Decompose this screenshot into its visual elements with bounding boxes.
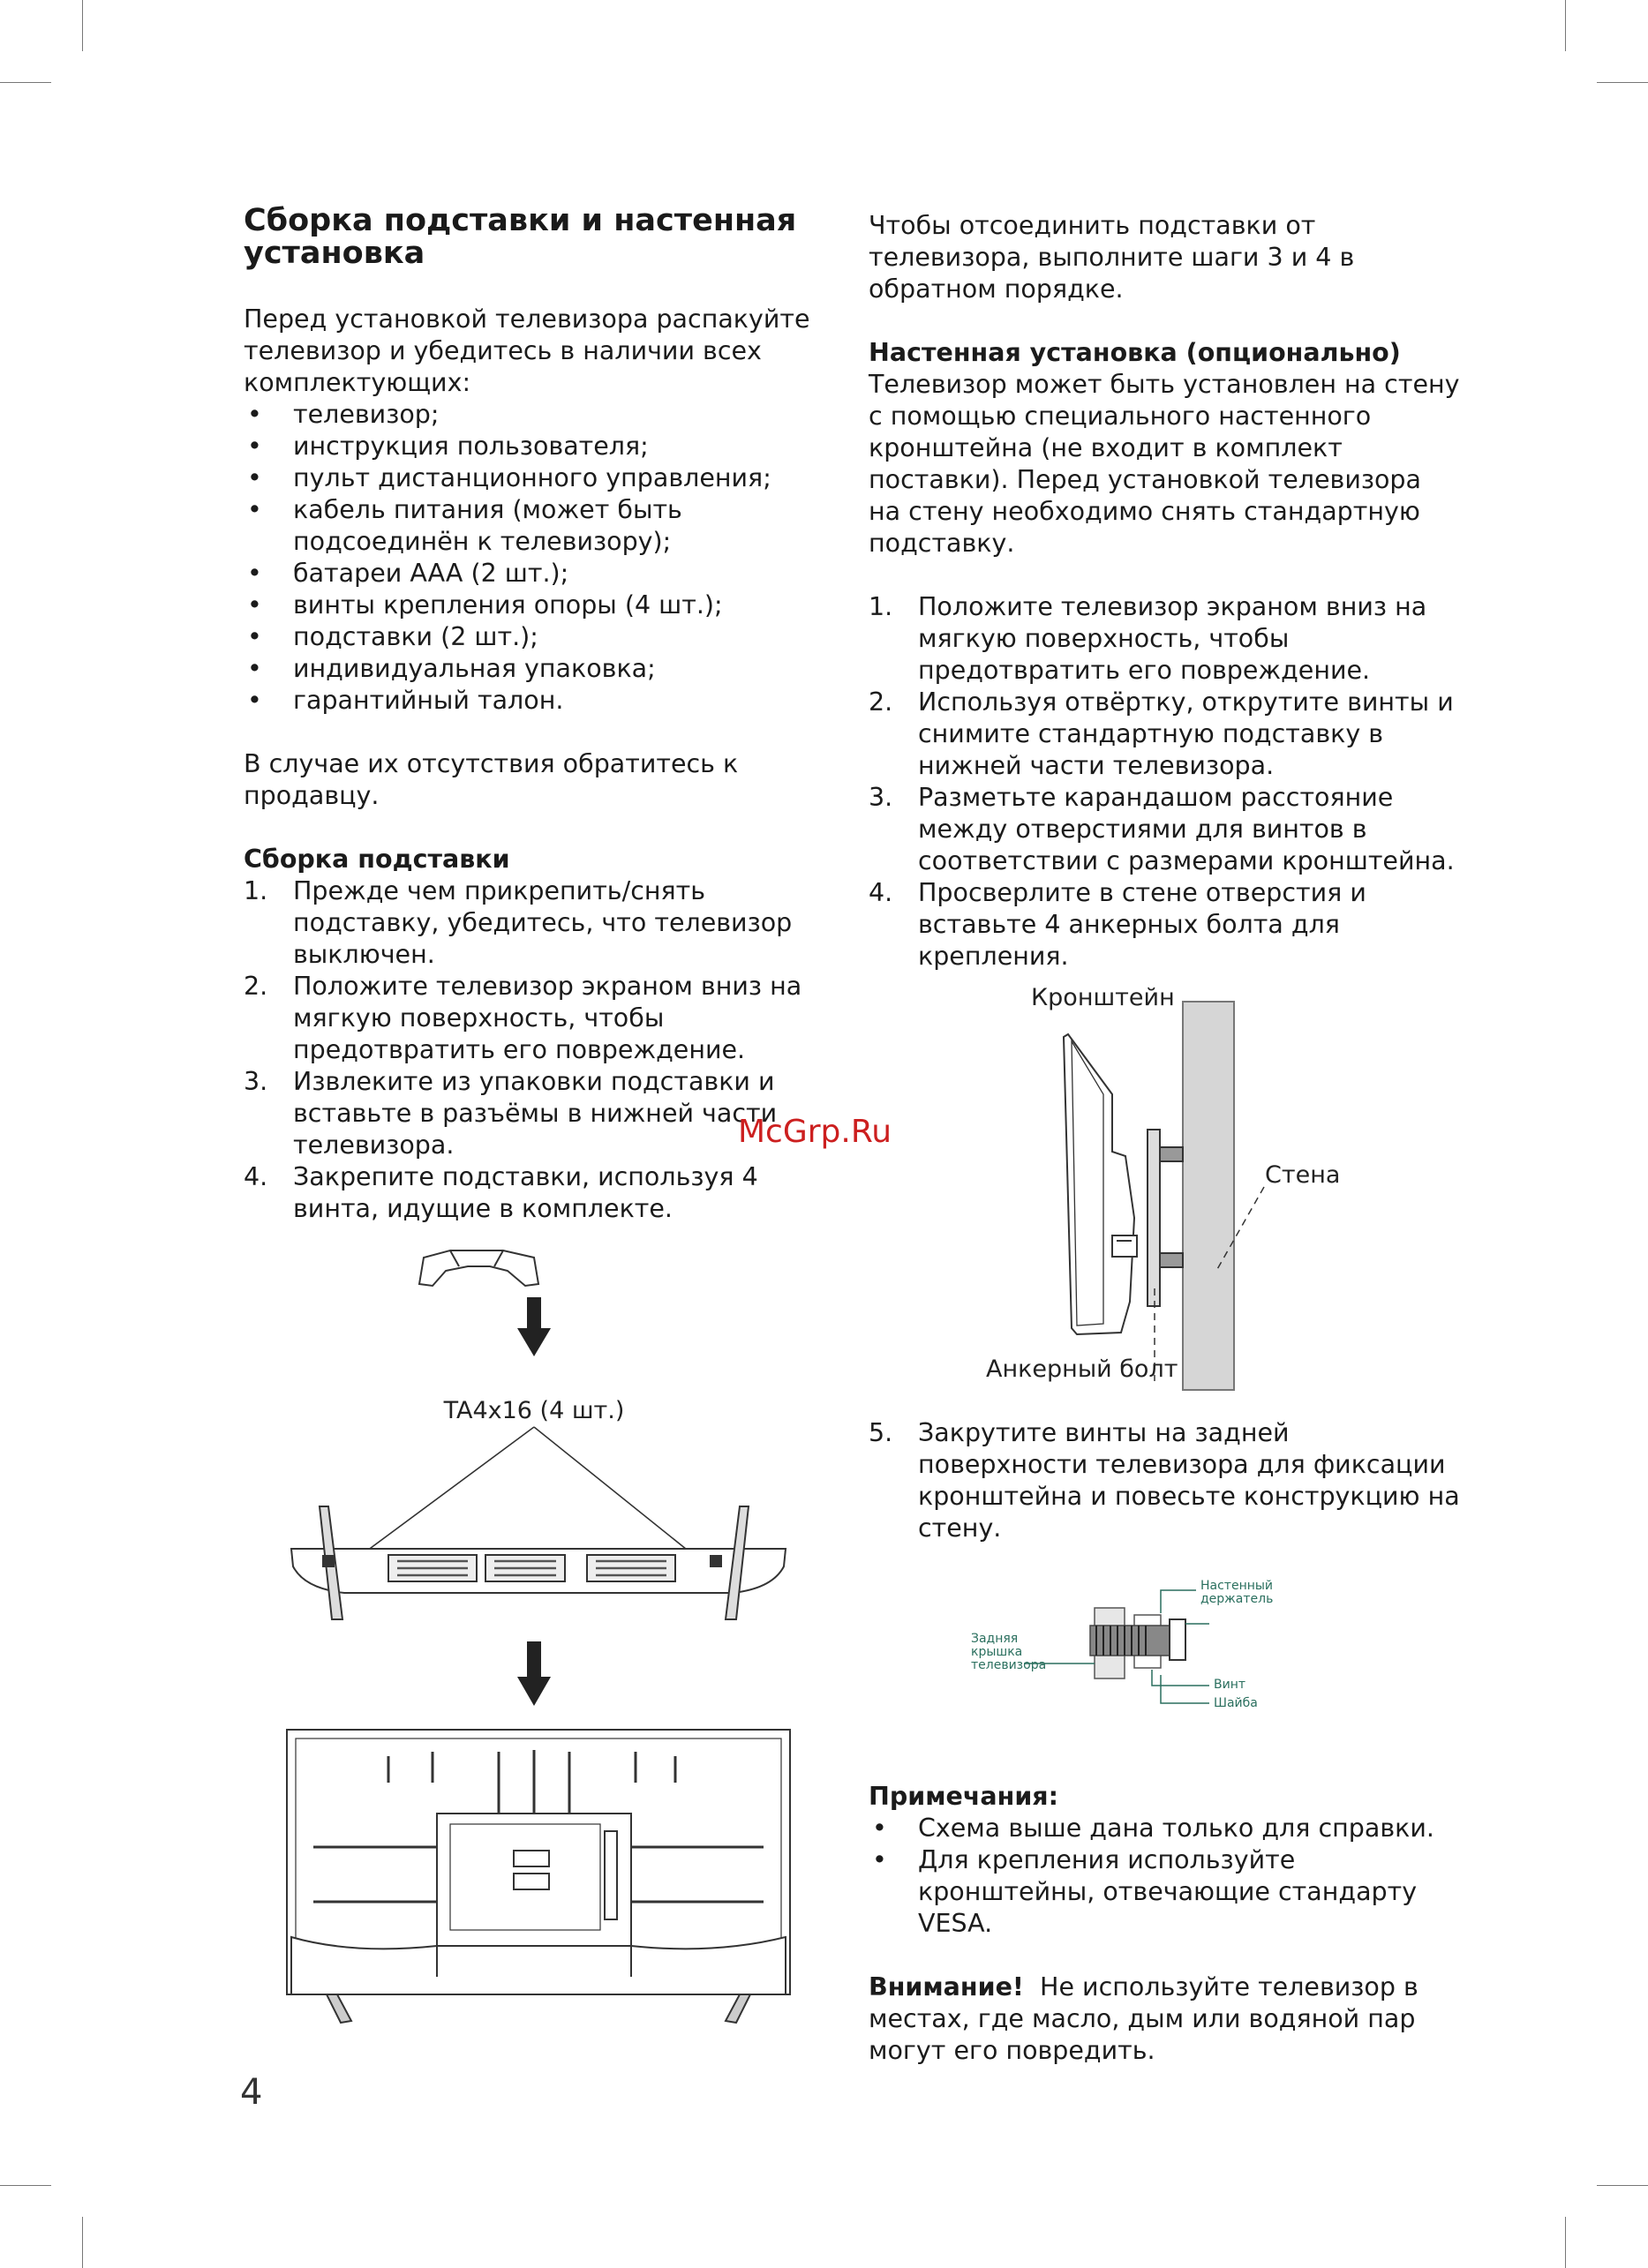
step-text: Положите телевизор экраном вниз на мягкую поверхность, чтобы предотвратить его повреждение. bbox=[918, 592, 1427, 685]
intro-paragraph: Перед установкой телевизора распакуйте телевизор и убедитесь в наличии всех комплектующих: bbox=[244, 304, 810, 397]
step-text: Прежде чем прикрепить/снять подставку, убедитесь, что телевизор выключен. bbox=[293, 876, 793, 969]
missing-note: В случае их отсутствия обратитесь к продавцу. bbox=[244, 749, 739, 810]
screw-detail-diagram bbox=[971, 1571, 1368, 1721]
wall-steps bbox=[869, 591, 1460, 973]
list-item: • инструкция пользователя; bbox=[244, 431, 826, 462]
step-number: 3. bbox=[869, 783, 893, 812]
washer-label: Шайба bbox=[1214, 1696, 1258, 1710]
page-title: Сборка подставки и настенная установка bbox=[244, 203, 797, 271]
notes-heading: Примечания: bbox=[869, 1782, 1059, 1811]
down-arrow-icon bbox=[517, 1641, 551, 1706]
screw-label-small: Винт bbox=[1214, 1678, 1246, 1692]
wall-holder-label: Настенный держатель bbox=[1200, 1579, 1274, 1606]
wall-label: Стена bbox=[1265, 1161, 1341, 1189]
list-item: • винты крепления опоры (4 шт.); bbox=[244, 590, 826, 621]
wall-mount-diagram bbox=[980, 984, 1341, 1394]
list-item: • Для крепления используйте кронштейны, отвечающие стандарту VESA. bbox=[869, 1844, 1460, 1940]
screw-label: TA4x16 (4 шт.) bbox=[443, 1397, 625, 1424]
wall-step bbox=[869, 591, 1460, 687]
bracket-label: Кронштейн bbox=[1031, 984, 1175, 1011]
stand-assembly-diagram bbox=[274, 1231, 803, 2052]
notes-list bbox=[869, 1813, 1460, 1940]
step5-block bbox=[869, 1417, 1460, 1544]
list-item: • гарантийный талон. bbox=[244, 685, 826, 717]
list-item: • телевизор; bbox=[244, 399, 826, 431]
stand-steps bbox=[244, 875, 826, 1225]
list-item: • кабель питания (может быть подсоединён к телевизору); bbox=[244, 494, 826, 558]
step-number: 4. bbox=[244, 1162, 268, 1191]
list-item: • индивидуальная упаковка; bbox=[244, 653, 826, 685]
crop-mark bbox=[1565, 0, 1566, 51]
components-list bbox=[244, 399, 826, 717]
right-column bbox=[869, 205, 1460, 973]
step-text: Извлеките из упаковки подставки и вставьте в разъёмы в нижней части телевизора. bbox=[293, 1067, 778, 1160]
step-text: Просверлите в стене отверстия и вставьте 4 анкерных болта для крепления. bbox=[918, 878, 1366, 971]
crop-mark bbox=[1597, 2185, 1648, 2186]
wall-step bbox=[869, 877, 1460, 973]
stand-part-illustration bbox=[419, 1250, 538, 1286]
step-number: 1. bbox=[869, 592, 893, 621]
back-cover-label: Задняя крышка телевизора bbox=[971, 1632, 1047, 1672]
detach-note: Чтобы отсоединить подставки от телевизора, выполните шаги 3 и 4 в обратном порядке. bbox=[869, 211, 1355, 304]
list-item: • пульт дистанционного управления; bbox=[244, 462, 826, 494]
warning-text: Не используйте телевизор в местах, где масло, дым или водяной пар могут его повредить. bbox=[869, 1972, 1418, 2065]
step-text: Закрутите винты на задней поверхности телевизора для фиксации кронштейна и повесьте конструкцию на стену. bbox=[918, 1418, 1460, 1543]
wall-step bbox=[869, 1417, 1460, 1544]
wall-mount-illustration bbox=[980, 988, 1333, 1394]
warning-paragraph bbox=[869, 1971, 1460, 2067]
crop-mark bbox=[0, 2185, 51, 2186]
step-number: 5. bbox=[869, 1418, 893, 1447]
left-column bbox=[244, 205, 826, 1225]
page-number: 4 bbox=[240, 2072, 263, 2113]
step-number: 4. bbox=[869, 878, 893, 907]
step-text: Положите телевизор экраном вниз на мягкую поверхность, чтобы предотвратить его повреждение. bbox=[293, 972, 802, 1064]
stand-heading: Сборка подставки bbox=[244, 845, 510, 874]
wall-intro: Телевизор может быть установлен на стену с помощью специального настенного кронштейна (не входит в комплект поставки). Перед установкой телевизора на стену необходимо снять стандартную подставку. bbox=[869, 370, 1460, 558]
watermark: McGrp.Ru bbox=[738, 1114, 892, 1150]
tv-bottom-view-illustration bbox=[291, 1506, 786, 1619]
stand-step bbox=[244, 971, 826, 1066]
list-item: • батареи AAA (2 шт.); bbox=[244, 558, 826, 590]
crop-mark bbox=[1597, 82, 1648, 83]
step-text: Закрепите подставки, используя 4 винта, идущие в комплекте. bbox=[293, 1162, 758, 1223]
down-arrow-icon bbox=[517, 1297, 551, 1356]
step-number: 3. bbox=[244, 1067, 268, 1096]
tv-back-view-illustration bbox=[287, 1730, 790, 2023]
stand-step bbox=[244, 1161, 826, 1225]
wall-heading: Настенная установка (опционально) bbox=[869, 338, 1401, 367]
crop-mark bbox=[1565, 2217, 1566, 2268]
wall-step bbox=[869, 687, 1460, 782]
crop-mark bbox=[82, 0, 83, 51]
step-text: Используя отвёртку, открутите винты и снимите стандартную подставку в нижней части телевизора. bbox=[918, 687, 1454, 780]
crop-mark bbox=[82, 2217, 83, 2268]
list-item: • Схема выше дана только для справки. bbox=[869, 1813, 1460, 1844]
step-number: 1. bbox=[244, 876, 268, 905]
wall-steps-continued bbox=[869, 1417, 1460, 1544]
step-text: Разметьте карандашом расстояние между отверстиями для винтов в соответствии с размерами кронштейна. bbox=[918, 783, 1455, 875]
step-number: 2. bbox=[244, 972, 268, 1001]
notes-block bbox=[869, 1781, 1460, 2067]
crop-mark bbox=[0, 82, 51, 83]
anchor-label: Анкерный болт bbox=[986, 1356, 1178, 1383]
wall-step bbox=[869, 782, 1460, 877]
stand-step bbox=[244, 875, 826, 971]
step-number: 2. bbox=[869, 687, 893, 717]
warning-label: Внимание! bbox=[869, 1972, 1024, 2001]
list-item: • подставки (2 шт.); bbox=[244, 621, 826, 653]
